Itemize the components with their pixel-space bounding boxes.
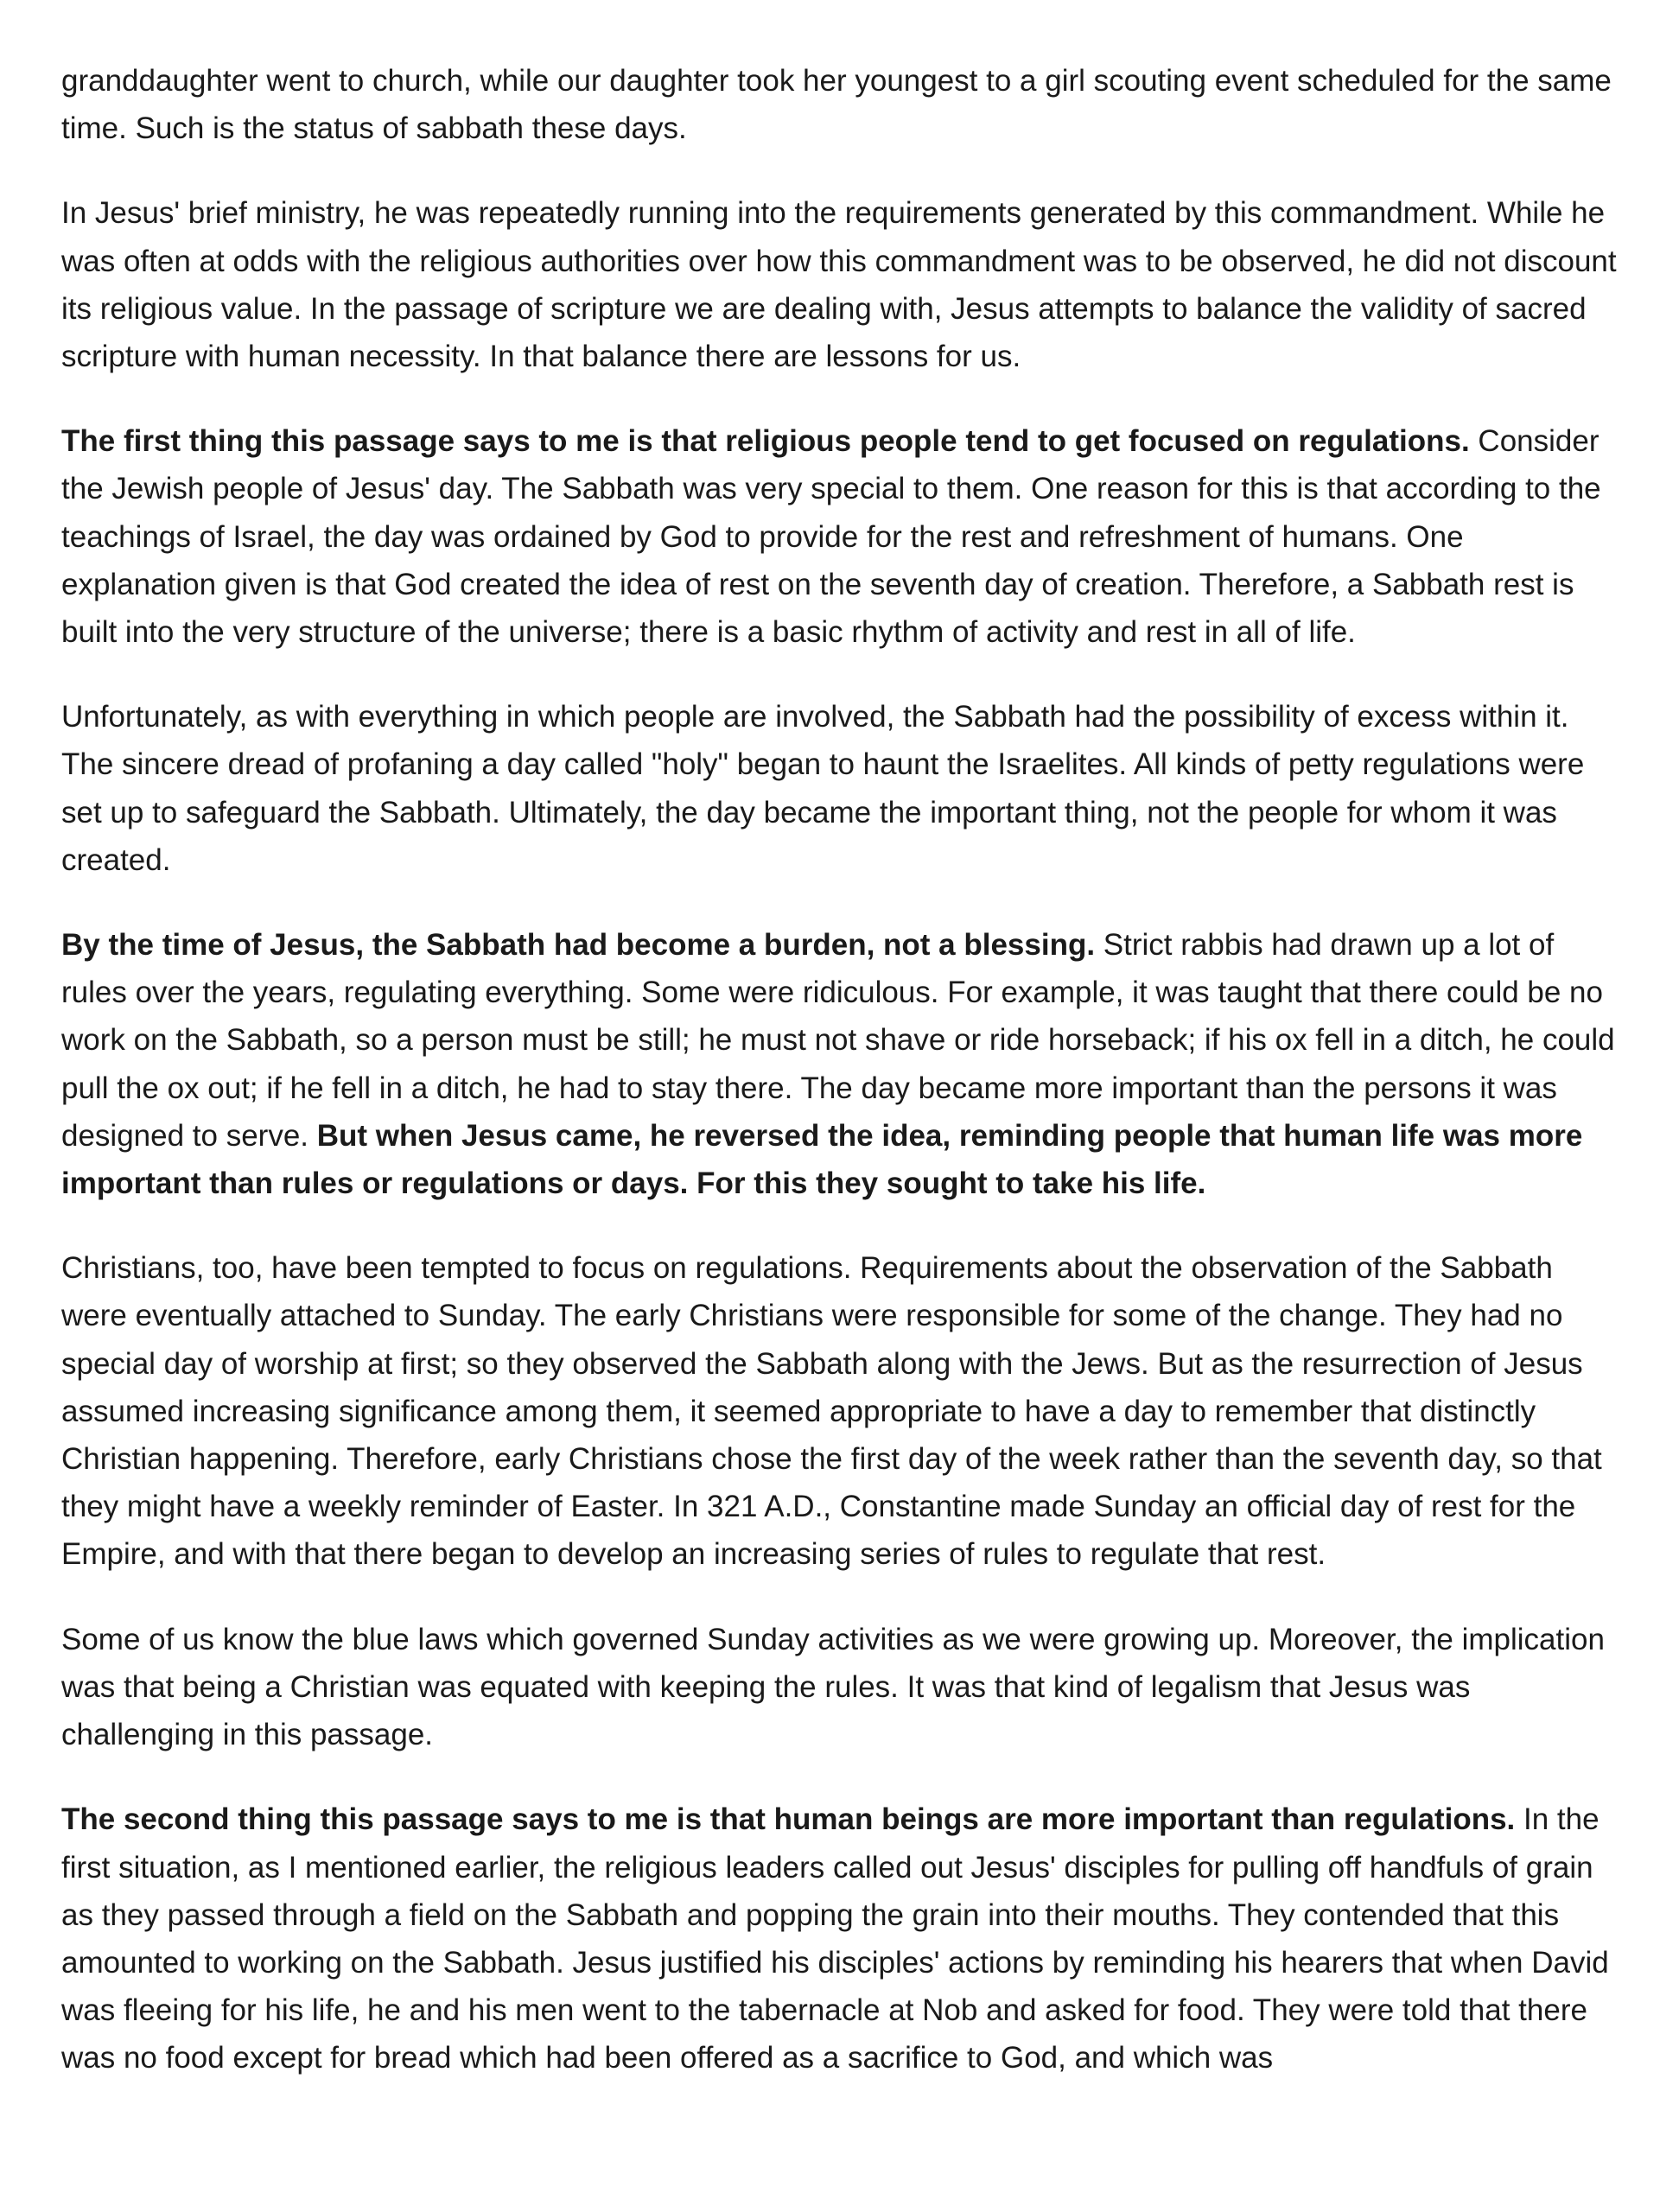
document-page bbox=[61, 57, 1617, 2120]
paragraph-text: Unfortunately, as with everything in which people are involved, the Sabbath had the possibility of excess within it. The sincere dread of profaning a day called "holy" began to haunt the Israelites. All kinds of petty regulations were set up to safeguard the Sabbath. Ultimately, the day became the important thing, not the people for whom it was created. bbox=[61, 700, 1585, 877]
paragraph-text: In Jesus' brief ministry, he was repeatedly running into the requirements generated by this commandment. While he was often at odds with the religious authorities over how this commandment was to be observed, he did not discount its religious value. In the passage of scripture we are dealing with, Jesus attempts to balance the validity of sacred scripture with human necessity. In that balance there are lessons for us. bbox=[61, 196, 1617, 374]
paragraph bbox=[61, 1244, 1617, 1578]
paragraph bbox=[61, 1796, 1617, 2082]
paragraph-text: granddaughter went to church, while our daughter took her youngest to a girl scouting event scheduled for the same time. Such is the status of sabbath these days. bbox=[61, 64, 1612, 146]
paragraph-bold-lead: The first thing this passage says to me is that religious people tend to get focused on regulations. bbox=[61, 424, 1470, 459]
paragraph-bold-lead: The second thing this passage says to me is that human beings are more important than regulations. bbox=[61, 1802, 1516, 1837]
paragraph-text: In the first situation, as I mentioned earlier, the religious leaders called out Jesus' disciples for pulling off handfuls of grain as they passed through a field on the Sabbath and popping the grain into their mouths. They contended that this amounted to working on the Sabbath. Jesus justified his disciples' actions by reminding his hearers that when David was fleeing for his life, he and his men went to the tabernacle at Nob and asked for food. They were told that there was no food except for bread which had been offered as a sacrifice to God, and which was bbox=[61, 1802, 1609, 2075]
paragraph-text: Some of us know the blue laws which governed Sunday activities as we were growing up. Moreover, the implication was that being a Christian was equated with keeping the rules. It was that kind of legalism that Jesus was challenging in this passage. bbox=[61, 1622, 1605, 1752]
paragraph bbox=[61, 921, 1617, 1207]
paragraph bbox=[61, 57, 1617, 152]
paragraph-text: Consider the Jewish people of Jesus' day. The Sabbath was very special to them. One reason for this is that according to the teachings of Israel, the day was ordained by God to provide for the rest and refreshment of humans. One explanation given is that God created the idea of rest on the seventh day of creation. Therefore, a Sabbath rest is built into the very structure of the universe; there is a basic rhythm of activity and rest in all of life. bbox=[61, 424, 1601, 650]
paragraph-bold-lead: By the time of Jesus, the Sabbath had become a burden, not a blessing. bbox=[61, 928, 1096, 963]
paragraph bbox=[61, 189, 1617, 380]
paragraph bbox=[61, 693, 1617, 884]
paragraph bbox=[61, 1616, 1617, 1759]
paragraph-bold-tail: But when Jesus came, he reversed the idea, reminding people that human life was more important than rules or regulations or days. For this they sought to take his life. bbox=[61, 1118, 1583, 1201]
paragraph bbox=[61, 417, 1617, 656]
paragraph-text: Christians, too, have been tempted to focus on regulations. Requirements about the observation of the Sabbath were eventually attached to Sunday. The early Christians were responsible for some of the change. They had no special day of worship at first; so they observed the Sabbath along with the Jews. But as the resurrection of Jesus assumed increasing significance among them, it seemed appropriate to have a day to remember that distinctly Christian happening. Therefore, early Christians chose the first day of the week rather than the seventh day, so that they might have a weekly reminder of Easter. In 321 A.D., Constantine made Sunday an official day of rest for the Empire, and with that there began to develop an increasing series of rules to regulate that rest. bbox=[61, 1251, 1602, 1572]
paragraph-text: Strict rabbis had drawn up a lot of rules over the years, regulating everything. Some were ridiculous. For example, it was taught that there could be no work on the Sabbath, so a person must be still; he must not shave or ride horseback; if his ox fell in a ditch, he could pull the ox out; if he fell in a ditch, he had to stay there. The day became more important than the persons it was designed to serve. bbox=[61, 928, 1615, 1153]
